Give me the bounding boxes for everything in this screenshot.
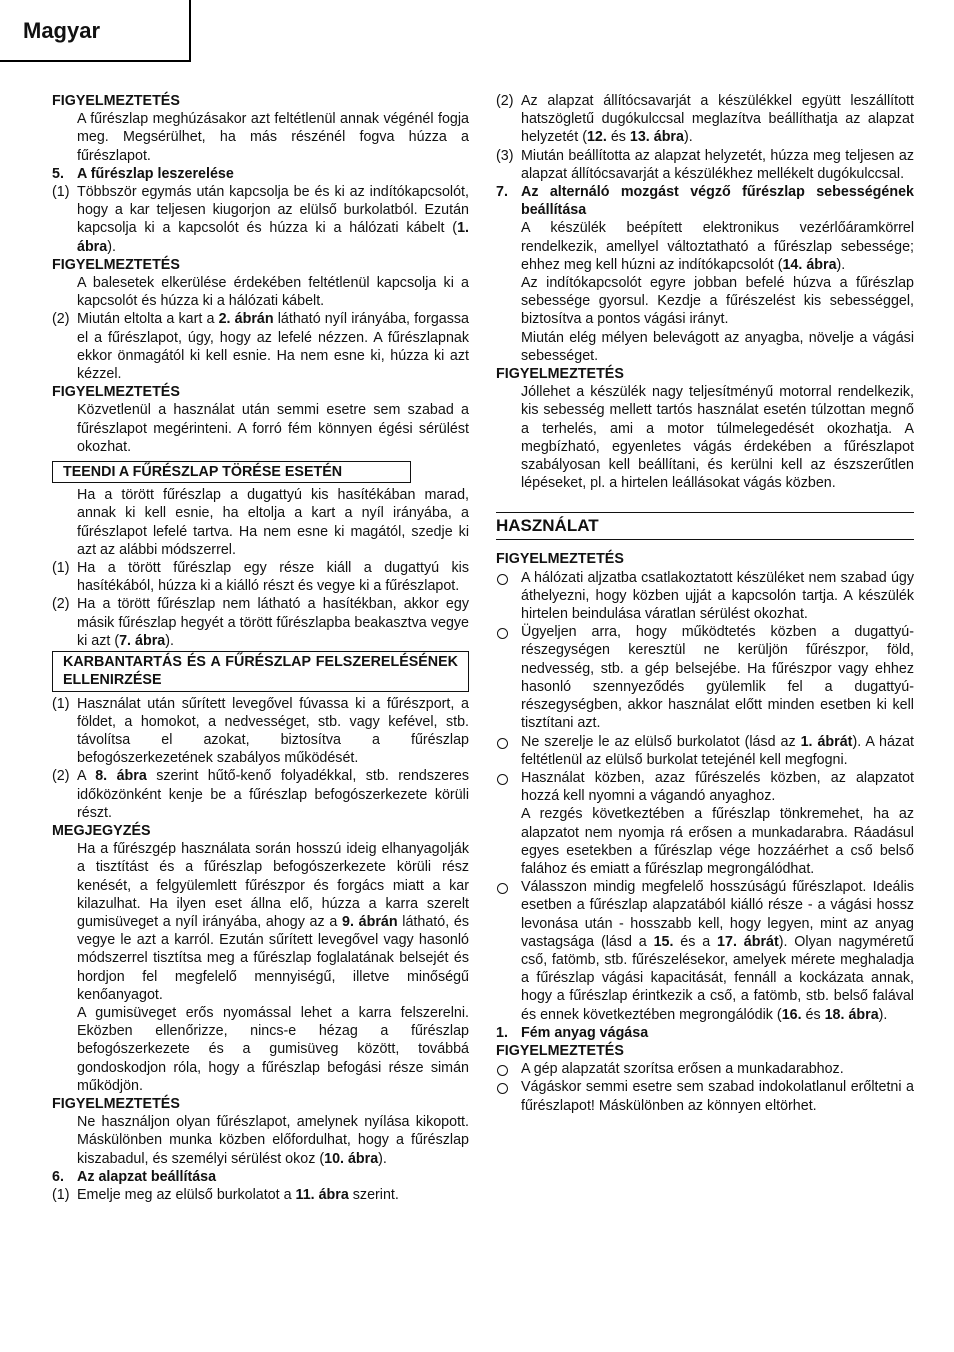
paragraph: Ha a törött fűrészlap a dugattyú kis hasítékában marad, annak ki kell esnie, ha eltolja a kart a nyíl irányába, a fűrészlapot lefelé tartva. Ha nem esne ki magától, szedje ki azt az alábbi módszerrel. [77, 487, 469, 558]
warning-text-end: ). [378, 1150, 387, 1167]
boxed-heading-maintenance: KARBANTARTÁS ÉS A FŰRÉSZLAP FELSZERELÉSÉNEK ELLENIRZÉSE [52, 651, 469, 691]
item-text: Ha a törött fűrészlap egy része kiáll a dugattyú kis hasítékából, húzza ki a kiálló részt és vegye ki a fűrészlapot. [77, 560, 469, 595]
item-number: (2) [496, 93, 514, 109]
paragraph-end: ). [836, 256, 846, 273]
circle-bullet-icon [497, 774, 508, 785]
item-number: (1) [52, 184, 70, 201]
paragraph: Miután elég mélyen belevágott az anyagba, növelje a vágási sebességet. [521, 329, 914, 364]
bullet-text: Használat közben, azaz fűrészelés közben, az alapzatot hozzá kell nyomni a vágandó anyaghoz. [521, 769, 914, 805]
bullet-text: A hálózati aljzatba csatlakoztatott készüléket nem szabad úgy áthelyezni, hogy közben ujját a kapcsolón tartja. A készülék hirtelen beindulása váratlan sérülést okozhat. [521, 569, 914, 623]
note-text-a: Ha a fűrészgép használata során hosszú ideig elhanyagolják a tisztítást és a fűrészlap befogószerkezete körüli rész kenését, a felgyülemlett fűrészpor és forgács miatt a kar kilazulhat. Ha ilyen eset állna elő, húzza a karra szerelt gumisüveget a nyíl irányába, ahogy az a [77, 841, 469, 930]
item-text-end: szerint. [348, 1186, 399, 1203]
circle-bullet-icon [497, 628, 508, 639]
figure-ref: 12. [586, 129, 607, 146]
right-column [496, 92, 914, 1115]
item-number: (1) [52, 695, 70, 712]
item-number: (1) [52, 560, 70, 577]
item-text-end: ). [683, 129, 693, 146]
section-title: Fém anyag vágása [521, 1024, 649, 1041]
item-text: Emelje meg az elülső burkolatot a [77, 1186, 296, 1203]
paragraph-text: A készülék beépített elektronikus vezérlőáramkörrel rendelkezik, amellyel változtatható a fűrészlap sebessége; ehhez meg kell húzni az indítókapcsolót ( [521, 220, 914, 273]
figure-ref: 2. ábrán [218, 311, 274, 328]
item-text: Az alapzat állítócsavarját a készülékkel együtt leszállított hatszögletű dugókulccsal meglazítva beállíthatja az alapzat helyzetét ( [521, 93, 914, 146]
warning-heading: FIGYELMEZTETÉS [496, 366, 624, 383]
bullet-text: Ügyeljen arra, hogy működtetés közben a dugattyú-részegységen keresztül ne kerüljön fűrészpor, föld, nedvesség, stb. a gép belsejébe. Ha fűrészpor vagy ehhez hasonló szennyeződés gyülemlik fel a dugattyú-részegységben, akkor használat előtt minden esetben ki kell tisztítani azt. [521, 624, 914, 732]
bullet-text: Válasszon mindig megfelelő hosszúságú fűrészlapot. Ideális esetben a fűrészlap alapzatából kiálló része - a vágási hossz levonása után - hosszabb kell, hogy legyen, mint az anyag vastagsága (lásd a [521, 879, 914, 950]
warning-text: Közvetlenül a használat után semmi esetre sem szabad a fűrészlapot megérinteni. A forró fém könnyen égési sérülést okozhat. [77, 402, 469, 455]
circle-bullet-icon [497, 1083, 508, 1094]
bullet-text: Ne szerelje le az elülső burkolatot (lásd az [521, 733, 801, 750]
numbered-item [52, 695, 469, 768]
bullet-item [496, 733, 914, 769]
figure-ref: 18. ábra [824, 1006, 879, 1023]
bullet-text-mid: és a [673, 933, 718, 950]
numbered-item [52, 183, 469, 256]
circle-bullet-icon [497, 738, 508, 749]
bullet-text-end: ). [878, 1006, 888, 1023]
figure-ref: 15. [653, 933, 674, 950]
item-text-end: szerint hűtő-kenő folyadékkal, stb. rendszeres időközönként kenje be a fűrészlap befogószerkezete körüli részt. [77, 768, 469, 821]
bullet-item [496, 623, 914, 732]
bullet-item [496, 1060, 914, 1078]
left-column [52, 92, 469, 1204]
bullet-text-b: ). Olyan nagyméretű cső, fatömb, stb. fűrészelésekor, amelyek mérete meghaladja a fűrészlap vágási kapacitását, fennáll a kockázata annak, hogy a fűrészlap érintkezik a cső, a fatömb, stb. belső falával és ennek következtében megrongálódik ( [521, 933, 914, 1023]
item-text-end: látható nyíl irányába, forgassa el a fűrészlapot, úgy, hogy az lefelé nézzen. A fűrészlapnak ekkor önmagától ki kell esnie. Ha nem esne ki, húzza ki azt kézzel. [77, 311, 470, 383]
item-number: (3) [496, 147, 514, 164]
bullet-text: A gép alapzatát szorítsa erősen a munkadarabhoz. [521, 1061, 844, 1078]
section-title: Az alternáló mozgást végző fűrészlap sebességének beállítása [521, 184, 914, 219]
section-number: 1. [496, 1024, 508, 1041]
note-text-2: A gumisüveget erős nyomással lehet a karra felszerelni. Eközben ellenőrizze, nincs-e hézag a fűrészlap befogószerkezete és a gumisüveg között, továbbá gondoskodjon róla, hogy a fűrészlap befogási része simán működjön. [77, 1004, 469, 1094]
numbered-item [52, 310, 469, 383]
warning-text: A balesetek elkerülése érdekében feltétlenül kapcsolja ki a kapcsolót és húzza ki a hálózati kábelt. [77, 275, 469, 310]
figure-ref: 13. ábra [629, 129, 684, 146]
bullet-item [496, 569, 914, 624]
circle-bullet-icon [497, 1065, 508, 1076]
section-heading [52, 1168, 469, 1186]
item-number: (2) [52, 596, 70, 613]
language-tab [0, 0, 191, 62]
warning-heading: FIGYELMEZTETÉS [52, 256, 180, 273]
bullet-item [496, 769, 914, 805]
bullet-text: Vágáskor semmi esetre sem szabad indokolatlanul erőltetni a fűrészlapot! Máskülönben az könnyen eltörhet. [521, 1079, 914, 1114]
bullet-continuation: A rezgés következtében a fűrészlap tönkremehet, ha az alapzatot nem nyomja rá erősen a munkadarabra. Ráadásul egyes esetekben a fűrészlap vége hozzáérhet a cső belső falához és emiatt a fűrészlap megrongálódhat. [521, 806, 914, 877]
section-title: A fűrészlap leszerelése [77, 165, 234, 182]
warning-heading: FIGYELMEZTETÉS [496, 1042, 624, 1059]
item-text: Többször egymás után kapcsolja be és ki az indítókapcsolót, hogy a kar teljesen kiugorjon az elülső burkolatból. Ezután kapcsolja ki a kapcsolót és húzza ki a hálózati kábelt ( [77, 184, 469, 237]
item-number: (1) [52, 1186, 70, 1203]
numbered-item [52, 559, 469, 595]
item-text: Ha a törött fűrészlap nem látható a hasítékban, akkor egy másik fűrészlap hegyét a törött fűrészlapba beakasztva vegye ki azt ( [77, 596, 469, 649]
item-text: Használat után sűrített levegővel fúvassa ki a fűrészport, a földet, a homokot, a nedvességet, stb. vagy kefével, stb. távolítsa el azokat, biztosítva a fűrészlap befogószerkezetének szabályos működését. [77, 695, 469, 767]
item-text-end: ). [165, 632, 174, 649]
section-heading [52, 165, 469, 183]
bullet-item [496, 1078, 914, 1114]
paragraph: Az indítókapcsolót egyre jobban befelé húzva a fűrészlap sebessége gyorsul. Kezdje a fűrészelést kis sebességgel, biztosítva a pontos vágási irányt. [521, 275, 914, 328]
circle-bullet-icon [497, 883, 508, 894]
boxed-heading-broken-blade: TEENDI A FŰRÉSZLAP TÖRÉSE ESETÉN [52, 461, 411, 483]
note-heading: MEGJEGYZÉS [52, 822, 151, 839]
usage-section-heading: HASZNÁLAT [496, 512, 914, 540]
figure-ref: 1. ábra [77, 220, 469, 255]
item-number: (2) [52, 311, 70, 328]
item-text: Miután eltolta a kart a [77, 311, 219, 328]
item-number: (2) [52, 768, 70, 785]
numbered-item [496, 147, 914, 183]
warning-text: Jóllehet a készülék nagy teljesítményű motorral rendelkezik, kis sebesség mellett tartós használat esetén túlzottan megnő a terhelés, ami a motor túlmelegedését okozhatja. A megbízható, egyenletes vágás érdekében a fűrészlapot szabályosan kell beállítani, és kerülni kell az észszerűtlen lépéseket, pl. a hirtelen leállásokat vágás közben. [521, 384, 914, 492]
figure-ref: 10. ábra [324, 1150, 379, 1167]
figure-ref: 7. ábra [119, 632, 166, 649]
language-label: Magyar [23, 18, 101, 43]
circle-bullet-icon [497, 574, 508, 585]
section-number: 6. [52, 1168, 64, 1185]
warning-text [52, 1113, 469, 1168]
paragraph [496, 219, 914, 274]
warning-text: A fűrészlap meghúzásakor azt feltétlenül annak végénél fogja meg. Megsérülhet, ha más részénél fogva húzza a fűrészlapot. [77, 111, 469, 164]
numbered-item [52, 1186, 469, 1204]
figure-ref: 1. ábrát [800, 733, 853, 750]
section-heading [496, 183, 914, 219]
bullet-text-end: ). A házat feltétlenül az elülső burkolat tetejénél kell megfogni. [521, 733, 914, 768]
section-title: Az alapzat beállítása [77, 1168, 217, 1185]
section-number: 7. [496, 184, 508, 201]
figure-ref: 8. ábra [95, 768, 147, 785]
warning-heading: FIGYELMEZTETÉS [52, 384, 180, 401]
numbered-item [496, 92, 914, 147]
figure-ref: 17. ábrát [717, 933, 779, 950]
item-text: A [77, 768, 96, 785]
warning-heading: FIGYELMEZTETÉS [52, 93, 180, 109]
item-text-mid: és [606, 129, 630, 146]
item-text: Miután beállította az alapzat helyzetét, húzza meg teljesen az alapzat állítócsavarját a készülékhez mellékelt dugókulccsal. [521, 147, 914, 182]
note-text-b: látható, és vegye le azt a karról. Ezután sűrített levegővel vagy hasonló módszerrel tisztítsa meg a fűrészlap foglalatának belsejét és hordjon fel megfelelő mennyiségű, illetve minőségű kenőanyagot. [77, 913, 469, 1003]
figure-ref: 16. [781, 1006, 802, 1023]
bullet-item [496, 878, 914, 1024]
bullet-text-mid: és [801, 1006, 825, 1023]
warning-heading: FIGYELMEZTETÉS [496, 551, 624, 568]
note-text [52, 840, 469, 1004]
figure-ref: 14. ábra [782, 256, 837, 273]
figure-ref: 11. ábra [295, 1186, 349, 1203]
warning-heading: FIGYELMEZTETÉS [52, 1095, 180, 1112]
section-number: 5. [52, 165, 64, 182]
warning-text-a: Ne használjon olyan fűrészlapot, amelynek nyílása kikopott. Máskülönben munka közben előfordulhat, hogy a fűrészlap kiszabadul, és személyi sérülést okoz ( [77, 1114, 469, 1167]
section-heading [496, 1024, 914, 1042]
item-text-end: ). [107, 238, 116, 255]
figure-ref: 9. ábrán [342, 913, 398, 930]
numbered-item [52, 595, 469, 650]
numbered-item [52, 767, 469, 822]
